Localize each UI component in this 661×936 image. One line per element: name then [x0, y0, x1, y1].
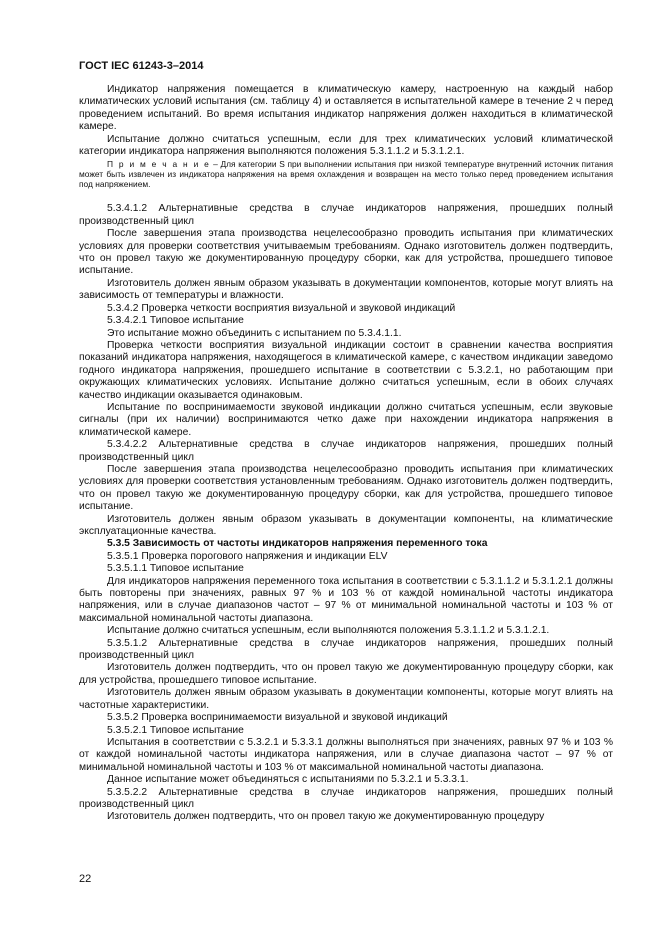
- clause-heading: 5.3.5.1 Проверка порогового напряжения и индикации ELV: [107, 550, 388, 562]
- clause-heading: 5.3.4.1.2 Альтернативные средства в случае индикаторов напряжения, прошедших полный производственный цикл: [79, 203, 613, 227]
- paragraph: Для индикаторов напряжения переменного тока испытания в соответствии с 5.3.1.1.2 и 5.3.1.2.1 должны быть повторены при значениях, равных 97 % и 103 % от каждой номинальной частоты индикатора напряжения, или в случае диапазонов частот – 97 % от минимальной номинальной частоты и 103 % от максимальной номинальной частоты диапазона.: [79, 575, 613, 624]
- clause-heading: 5.3.5.1.1 Типовое испытание: [107, 563, 244, 575]
- note: [79, 159, 613, 189]
- paragraph: Изготовитель должен явным образом указывать в документации компоненты, которые могут влиять на частотные характеристики.: [79, 687, 613, 711]
- page-body: [79, 84, 613, 824]
- paragraph: После завершения этапа производства нецелесообразно проводить испытания при климатических условиях для проверки соответствия учитываемым требованиям. Однако изготовитель должен подтвердить, что он провел такую же документированную процедуру сборки, как для устройства, прошедшего типовое испытание.: [79, 228, 613, 277]
- note-text: – Для категории S при выполнении испытания при низкой температуре внутренний источник питания может быть извлечен из индикатора напряжения на время охлаждения и возвращен на место только перед проведением испытания под напряжением.: [79, 159, 613, 190]
- paragraph: Проверка четкости восприятия визуальной индикации состоит в сравнении качества восприятия показаний индикатора напряжения, находящегося в климатической камере, с качеством индикации заведомо годного индикатора напряжения, прошедшего испытание в соответствии с 5.3.2.1, но работающим при окружающих климатических условиях. Испытание должно считаться успешным, если в обоих случаях качество индикации оказывается одинаковым.: [79, 339, 613, 401]
- paragraph: Изготовитель должен подтвердить, что он провел такую же документированную процедуру: [107, 811, 545, 823]
- paragraph: Индикатор напряжения помещается в климатическую камеру, настроенную на каждый набор климатических условий испытания (см. таблицу 4) и оставляется в испытательной камере в течение 2 ч перед проведением испытаний. Во время испытания индикатор напряжения должен находиться в климатической камере.: [79, 84, 613, 133]
- clause-heading: 5.3.5.2.1 Типовое испытание: [107, 724, 244, 736]
- paragraph: После завершения этапа производства нецелесообразно проводить испытания при климатических условиях для проверки соответствия установленным требованиям. Однако изготовитель должен подтвердить, что он провел такую же документированную процедуру сборки, как для устройства, прошедшего типовое испытание.: [79, 463, 613, 513]
- document-header: ГОСТ IEC 61243-3–2014: [79, 60, 204, 72]
- paragraph: Изготовитель должен явным образом указывать в документации компоненты, на климатические эксплуатационные качества.: [79, 513, 613, 537]
- paragraph: Испытание должно считаться успешным, если для трех климатических условий климатической категории индикатора напряжения выполняются положения 5.3.1.1.2 и 5.3.1.2.1.: [79, 133, 613, 158]
- clause-heading: 5.3.4.2.2 Альтернативные средства в случае индикаторов напряжения, прошедших полный производственный цикл: [79, 439, 613, 463]
- paragraph: Изготовитель должен явным образом указывать в документации компонентов, которые могут влиять на зависимость от температуры и влажности.: [79, 277, 613, 302]
- note-label: П р и м е ч а н и е: [107, 159, 211, 170]
- paragraph: Испытание по воспринимаемости звуковой индикации должно считаться успешным, если звуковые сигналы (при их наличии) воспринимаются четко даже при нахождении индикатора напряжения в климатической камере.: [79, 401, 613, 438]
- paragraph: Данное испытание может объединяться с испытаниями по 5.3.2.1 и 5.3.3.1.: [107, 774, 469, 786]
- page-number: 22: [79, 873, 92, 885]
- paragraph: Это испытание можно объединить с испытанием по 5.3.4.1.1.: [107, 327, 402, 339]
- clause-heading: 5.3.4.2 Проверка четкости восприятия визуальной и звуковой индикаций: [107, 302, 456, 314]
- section-heading: 5.3.5 Зависимость от частоты индикаторов напряжения переменного тока: [107, 538, 488, 550]
- clause-heading: 5.3.4.2.1 Типовое испытание: [107, 315, 244, 327]
- spacer: [79, 189, 613, 203]
- paragraph: Изготовитель должен подтвердить, что он провел такую же документированную процедуру сборки, как для устройства, прошедшего типовое испытание.: [79, 662, 613, 686]
- clause-heading: 5.3.5.2.2 Альтернативные средства в случае индикаторов напряжения, прошедших полный производственный цикл: [79, 786, 613, 810]
- clause-heading: 5.3.5.2 Проверка воспринимаемости визуальной и звуковой индикаций: [107, 712, 448, 724]
- paragraph: Испытания в соответствии с 5.3.2.1 и 5.3.3.1 должны выполняться при значениях, равных 97 % и 103 % от каждой номинальной частоты индикатора напряжения, или в случае диапазона частот – 97 % от минимальной номинальной частоты и 103 % от максимальной номинальной частоты диапазона.: [79, 736, 613, 773]
- paragraph: Испытание должно считаться успешным, если выполняются положения 5.3.1.1.2 и 5.3.1.2.1.: [107, 625, 550, 637]
- clause-heading: 5.3.5.1.2 Альтернативные средства в случае индикаторов напряжения, прошедших полный производственный цикл: [79, 637, 613, 662]
